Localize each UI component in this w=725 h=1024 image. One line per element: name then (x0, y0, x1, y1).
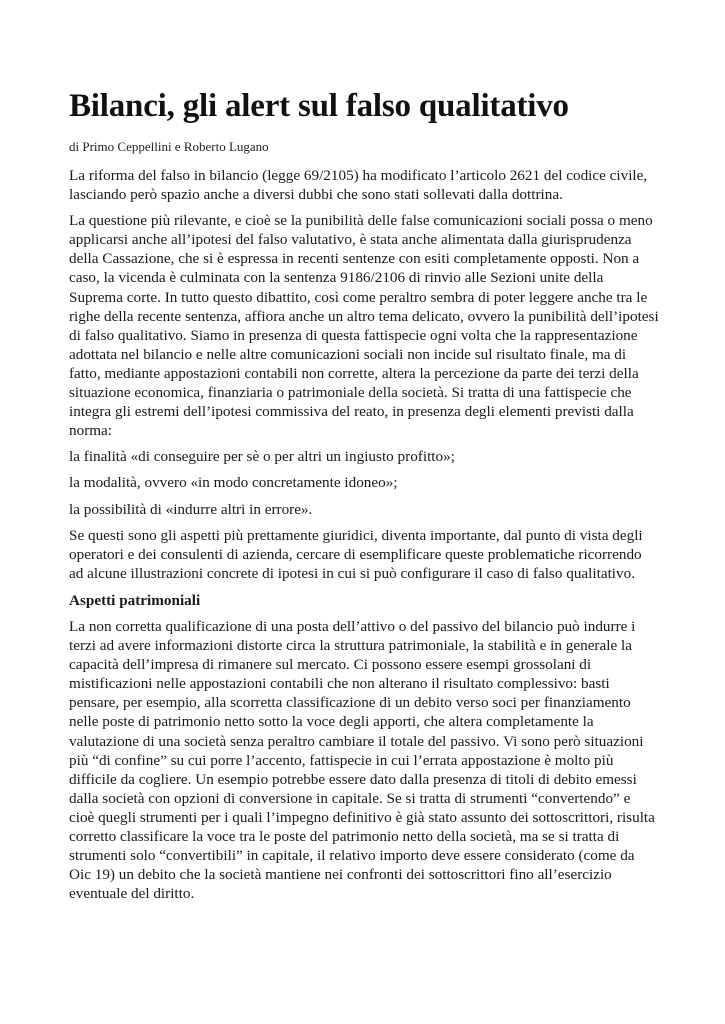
article (69, 82, 659, 910)
paragraph-practical-aspects: Se questi sono gli aspetti più prettamente giuridici, diventa importante, dal punto di vista degli operatori e dei consulenti di azienda, cercare di esemplificare queste problematiche ricorrendo ad alcune illustrazioni concrete di ipotesi in cui si può configurare il caso di falso qualitativo. (69, 526, 643, 582)
paragraph-intro: La riforma del falso in bilancio (legge 69/2105) ha modificato l’articolo 2621 del codice civile, lasciando però spazio anche a diversi dubbi che sono stati sollevati dalla dottrina. (69, 167, 648, 204)
section-heading: Aspetti patrimoniali (69, 591, 201, 609)
paragraph-patrimonial-aspects: La non corretta qualificazione di una posta dell’attivo o del passivo del bilancio può indurre i terzi ad avere informazioni distorte circa la struttura patrimoniale, la stabilità e in generale la capacità dell’impresa di rimanere sul mercato. Ci possono essere esempi grossolani di mistificazioni nelle appostazioni contabili che non alterano il risultato complessivo: basti pensare, per esempio, alla scorretta classificazione di un debito verso soci per finanziamento nelle poste di patrimonio netto sotto la voce degli apporti, che altera completamente la valutazione di una società senza peraltro cambiare il totale del passivo. Vi sono però situazioni più “di confine” su cui porre l’accento, fattispecie in cui l’errata appostazione è molto più difficile da cogliere. Un esempio potrebbe essere dato dalla presenza di titoli di debito emessi dalla società con opzioni di conversione in capitale. Se si tratta di strumenti “convertendo” e cioè quegli strumenti per i quali l’impegno definitivo è già stato assunto dei sottoscrittori, risulta corretto classificare la voce tra le poste del patrimonio netto della società, ma se si tratta di strumenti solo “convertibili” in capitale, il relativo importo deve essere considerato (come da Oic 19) un debito che la società mantiene nei confronti dei sottoscrittori fino all’esercizio eventuale del diritto. (69, 617, 655, 903)
article-body (69, 166, 659, 903)
list-item-modalita: la modalità, ovvero «in modo concretamente idoneo»; (69, 474, 398, 492)
article-byline: di Primo Ceppellini e Roberto Lugano (69, 139, 269, 154)
list-item-possibilita: la possibilità di «indurre altri in errore». (69, 500, 313, 518)
article-title: Bilanci, gli alert sul falso qualitativo (69, 88, 569, 124)
list-item-finalita: la finalità «di conseguire per sè o per altri un ingiusto profitto»; (69, 448, 455, 466)
paragraph-main-question: La questione più rilevante, e cioè se la punibilità delle false comunicazioni sociali possa o meno applicarsi anche all’ipotesi del falso valutativo, è stata anche alimentata dalla giurisprudenza della Cassazione, che si è espressa in recenti sentenze con esiti completamente opposti. Non a caso, la vicenda è culminata con la sentenza 9186/2106 di rinvio alle Sezioni unite della Suprema corte. In tutto questo dibattito, così come peraltro sembra di poter leggere anche tra le righe della recente sentenza, affiora anche un altro tema delicato, ovvero la punibilità dell’ipotesi di falso qualitativo. Siamo in presenza di questa fattispecie ogni volta che la rappresentazione adottata nel bilancio e nelle altre comunicazioni sociali non incide sul risultato finale, ma di fatto, mediante appostazioni contabili non corrette, altera la percezione da parte dei terzi della situazione economica, finanziaria o patrimoniale della società. Si tratta di una fattispecie che integra gli estremi dell’ipotesi commissiva del reato, in presenza degli elementi previsti dalla norma: (69, 212, 659, 440)
